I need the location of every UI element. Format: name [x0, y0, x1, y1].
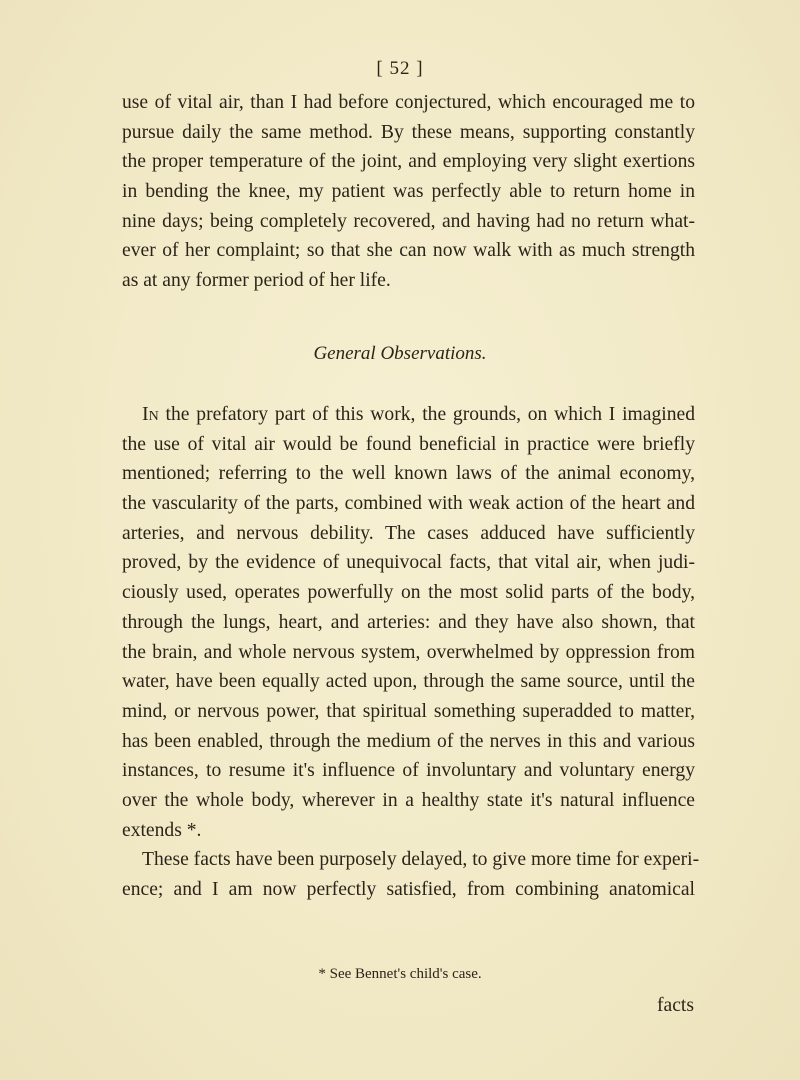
drop-word: In: [142, 403, 159, 425]
paragraph-case-conclusion: [122, 88, 695, 296]
paragraph-general-observations: [122, 400, 700, 905]
text-line: nine days; being completely recovered, and having had no return what-: [122, 210, 695, 232]
text-line: has been enabled, through the medium of the nerves in this and various: [122, 730, 695, 752]
text-line: mind, or nervous power, that spiritual something superadded to matter,: [122, 700, 695, 722]
section-title: General Observations.: [313, 343, 487, 364]
first-line-rest: the prefatory part of this work, the grounds, on which I imagined: [158, 404, 695, 425]
text-line: through the lungs, heart, and arteries: and they have also shown, that: [122, 611, 695, 633]
page-number: [ 52 ]: [376, 58, 424, 79]
text-line: over the whole body, wherever in a healthy state it's natural influence: [122, 789, 695, 811]
text-line: arteries, and nervous debility. The cases adduced have sufficiently: [122, 522, 695, 544]
text-line: in bending the knee, my patient was perfectly able to return home in: [122, 181, 695, 203]
catchword: facts: [657, 995, 694, 1016]
text-line: the brain, and whole nervous system, overwhelmed by oppression from: [122, 641, 695, 663]
text-line: mentioned; referring to the well known laws of the animal economy,: [122, 463, 695, 485]
text-line: proved, by the evidence of unequivocal facts, that vital air, when judi-: [122, 552, 695, 574]
text-line: pursue daily the same method. By these means, supporting constantly: [122, 121, 695, 143]
text-line: use of vital air, than I had before conjectured, which encouraged me to: [122, 92, 695, 113]
text-line: ciously used, operates powerfully on the most solid parts of the body,: [122, 582, 695, 604]
text-line: the use of vital air would be found beneficial in practice were briefly: [122, 433, 695, 455]
text-line: ence; and I am now perfectly satisfied, from combining anatomical: [122, 879, 695, 900]
text-line: ever of her complaint; so that she can now walk with as much strength: [122, 240, 695, 262]
text-line: as at any former period of her life.: [122, 270, 391, 292]
text-line-first: [122, 400, 695, 430]
footnote: * See Bennet's child's case.: [318, 966, 482, 982]
text-line: extends *.: [122, 819, 202, 841]
text-line: These facts have been purposely delayed, to give more time for experi-: [142, 849, 700, 871]
text-line: the vascularity of the parts, combined with weak action of the heart and: [122, 493, 695, 515]
text-line: the proper temperature of the joint, and employing very slight exertions: [122, 151, 695, 173]
text-line: water, have been equally acted upon, through the same source, until the: [122, 671, 695, 693]
text-line: instances, to resume it's influence of involuntary and voluntary energy: [122, 760, 695, 782]
